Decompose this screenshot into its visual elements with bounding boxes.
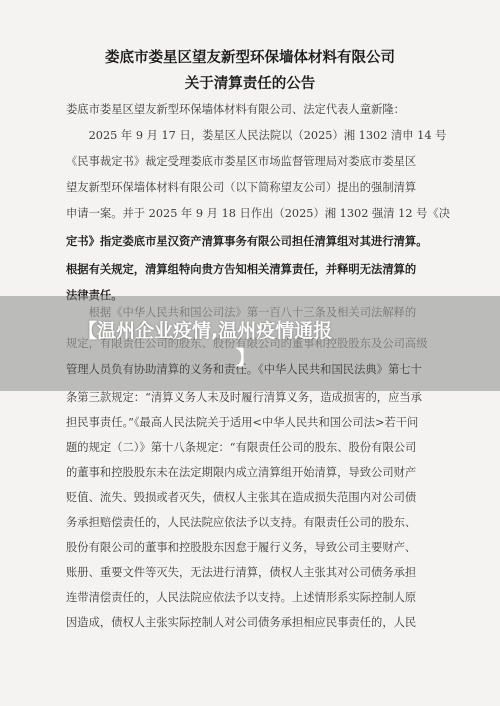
- body-line: 规定，有限责任公司的股东、股份有限公司的董事和控股股东及公司高级: [66, 337, 428, 350]
- body-line: 题的规定（二）》第十八条规定：“有限责任公司的股东、股份有限公司: [66, 441, 417, 454]
- body-line-bold: 定书》指定娄底市星汉资产清算事务有限公司担任清算组对其进行清算。: [66, 235, 428, 248]
- body-line: 条第三款规定：“清算义务人未及时履行清算义务，造成损害的，应当承: [66, 391, 422, 404]
- notice-title: 关于清算责任的公告: [184, 76, 316, 92]
- body-line: 贬值、流失、毁损或者灭失，债权人主张其在造成损失范围内对公司债: [66, 491, 417, 504]
- body-line: 担民事责任。”《最高人民法院关于适用<中华人民共和国公司法>若干问: [66, 416, 419, 429]
- body-line: 的董事和控股股东未在法定期限内成立清算组开始清算，导致公司财产: [66, 466, 417, 479]
- body-line: 管理人员负有协助清算的义务和责任。《中华人民共和国民法典》第七十: [66, 363, 422, 376]
- body-line: 股份有限公司的董事和控股股东因怠于履行义务，导致公司主要财产、: [66, 541, 417, 554]
- body-line: 2025 年 9 月 17 日，娄星区人民法院以（2025）湘 1302 清申 14 号: [66, 129, 447, 142]
- addressee-line: 娄底市娄星区望友新型环保墙体材料有限公司、法定代表人童新隆：: [66, 103, 405, 116]
- body-line: 望友新型环保墙体材料有限公司（以下简称望友公司）提出的强制清算: [66, 181, 417, 194]
- body-line: 因造成，债权人主张实际控制人对公司债务承担相应民事责任的，人民: [66, 616, 417, 629]
- body-line: 连带清偿责任的，人民法院应依法予以支持。上述情形系实际控制人原: [66, 591, 417, 604]
- body-line-bold: 根据有关规定，清算组特向贵方告知相关清算责任，并释明无法清算的: [66, 263, 417, 276]
- body-line: 根据《中华人民共和国公司法》第一百八十三条及相关司法解释的: [66, 306, 417, 319]
- body-line: 账册、重要文件等灭失，无法进行清算，债权人主张其对公司债务承担: [66, 566, 417, 579]
- overlay-headline: 【温州企业疫情,温州疫情通报: [78, 320, 333, 342]
- overlay-bracket: 】: [236, 347, 256, 369]
- body-line: 申请一案。并于 2025 年 9 月 18 日作出（2025）湘 1302 强清 12 号《决: [66, 207, 451, 220]
- body-line: 《民事裁定书》裁定受理娄底市娄星区市场监督管理局对娄底市娄星区: [66, 155, 417, 168]
- company-title: 娄底市娄星区望友新型环保墙体材料有限公司: [105, 50, 395, 66]
- body-line: 务承担赔偿责任的，人民法院应依法予以支持。有限责任公司的股东、: [66, 516, 417, 529]
